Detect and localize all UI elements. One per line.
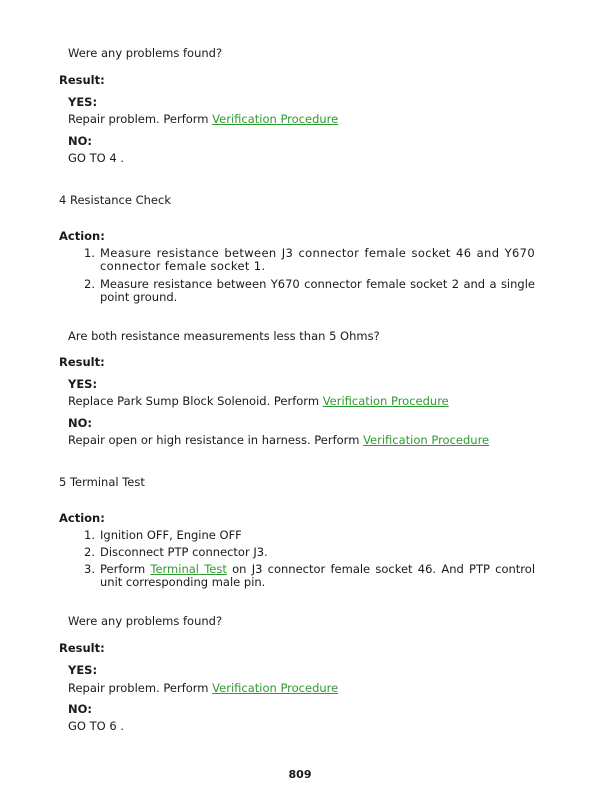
question-text: Were any problems found? — [68, 614, 223, 628]
action-item-text — [100, 562, 535, 589]
action-item-number: 1. — [84, 528, 95, 542]
yes-result-text — [68, 112, 338, 126]
action-item-number: 2. — [84, 277, 95, 291]
step-title-terminal-test: 5 Terminal Test — [59, 475, 145, 489]
action-list — [84, 247, 535, 309]
page-number: 809 — [288, 768, 312, 781]
action-list — [84, 529, 535, 594]
action-item-text: Ignition OFF, Engine OFF — [100, 528, 242, 542]
no-label: NO: — [68, 702, 92, 716]
result-label: Result: — [59, 355, 105, 369]
yes-result-description: Replace Park Sump Block Solenoid. Perform — [68, 394, 323, 408]
action-item-text: Measure resistance between J3 connector female socket 46 and Y670 connector female socket 1. — [100, 246, 535, 273]
no-result-text — [68, 433, 489, 447]
step-title-resistance-check: 4 Resistance Check — [59, 193, 171, 207]
yes-label: YES: — [68, 377, 98, 391]
action-text-after: on J3 connector female socket 46. And PTP control unit corresponding male pin. — [100, 562, 536, 589]
terminal-test-link[interactable]: Terminal Test — [150, 562, 227, 576]
no-label: NO: — [68, 416, 92, 430]
action-item-number: 3. — [84, 562, 95, 576]
yes-result-description: Repair problem. Perform — [68, 112, 213, 126]
verification-procedure-link[interactable]: Verification Procedure — [212, 112, 339, 126]
yes-result-text — [68, 681, 338, 695]
yes-result-text — [68, 394, 449, 408]
action-label: Action: — [59, 511, 105, 525]
no-result-description: Repair open or high resistance in harness. Perform — [68, 433, 364, 447]
action-item-number: 2. — [84, 545, 95, 559]
verification-procedure-link[interactable]: Verification Procedure — [363, 433, 490, 447]
result-label: Result: — [59, 641, 105, 655]
action-item — [84, 529, 535, 542]
action-item-text: Disconnect PTP connector J3. — [100, 545, 268, 559]
no-label: NO: — [68, 134, 92, 148]
verification-procedure-link[interactable]: Verification Procedure — [212, 681, 339, 695]
action-item — [84, 278, 535, 304]
action-item-text: Measure resistance between Y670 connector female socket 2 and a single point ground. — [100, 277, 535, 304]
yes-label: YES: — [68, 663, 98, 677]
action-item — [84, 247, 535, 273]
action-text-before: Perform — [100, 562, 151, 576]
no-result-text: GO TO 6 . — [68, 719, 124, 733]
action-item — [84, 546, 535, 559]
no-result-text: GO TO 4 . — [68, 151, 124, 165]
action-item-number: 1. — [84, 246, 95, 260]
action-item — [84, 563, 535, 589]
yes-result-description: Repair problem. Perform — [68, 681, 213, 695]
result-label: Result: — [59, 73, 105, 87]
yes-label: YES: — [68, 95, 98, 109]
question-text: Are both resistance measurements less than 5 Ohms? — [68, 329, 380, 343]
question-text: Were any problems found? — [68, 46, 223, 60]
action-label: Action: — [59, 229, 105, 243]
verification-procedure-link[interactable]: Verification Procedure — [322, 394, 449, 408]
